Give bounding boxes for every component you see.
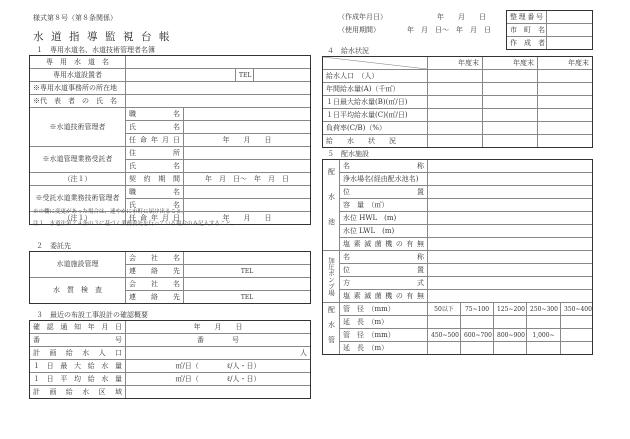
tech-manager-title-field[interactable]: [184, 108, 311, 121]
contract-tech-name-field[interactable]: [184, 199, 311, 212]
waterworks-name-field[interactable]: [126, 56, 311, 69]
label-contract-period: 契約期間: [126, 173, 184, 186]
usage-period-value: 年 月 日～ 年 月 日: [407, 26, 491, 34]
pump-location-field[interactable]: [428, 264, 593, 277]
pipe-length-field[interactable]: [561, 316, 593, 329]
section4-table: [322, 56, 593, 148]
planned-population-field[interactable]: 人: [126, 347, 311, 360]
res-lwl-field[interactable]: [428, 225, 593, 238]
label-planned-population: 計画給水人口: [30, 347, 126, 360]
installer-field[interactable]: [126, 69, 236, 82]
pipe-length-field[interactable]: [494, 316, 527, 329]
pipe-col: 350~400: [561, 303, 593, 316]
contractor-note: （注１）: [30, 173, 126, 186]
label-contact: 連 絡 先: [126, 265, 184, 278]
label-water-quality: 水 質 検 査: [30, 278, 126, 304]
pump-name-field[interactable]: [428, 251, 593, 264]
label-tel: TEL: [236, 69, 254, 82]
info-box: [506, 10, 593, 50]
pipe-col: 75~100: [461, 303, 494, 316]
pipe-col: 50以下: [428, 303, 461, 316]
label-service-area: 計画給水区域: [30, 386, 126, 399]
cell[interactable]: [538, 96, 593, 109]
pipe-length-field[interactable]: [428, 316, 461, 329]
label-contract-tech-manager: ※受託水道業務技術管理者: [30, 186, 126, 212]
res-hwl-field[interactable]: [428, 212, 593, 225]
cell[interactable]: [428, 109, 483, 122]
pipe-length-field[interactable]: [461, 342, 494, 355]
cell[interactable]: [483, 83, 538, 96]
label-max-daily: １日最大給水量: [30, 360, 126, 373]
column-fiscal-year-2[interactable]: 年度末: [483, 57, 538, 70]
label-res-chlorinator: 塩素滅菌機の有無: [340, 238, 428, 251]
label-municipality: 市 町 名: [507, 24, 547, 37]
label-author: 作 成 者: [507, 37, 547, 50]
contract-tech-date-field[interactable]: 年 月 日: [184, 212, 311, 225]
label-office-address: ※専用水道事務所の所在地: [30, 82, 126, 95]
author-field[interactable]: [547, 37, 593, 50]
page-title: 水道指導監視台帳: [33, 31, 177, 43]
section4-heading: ４ 給水状況: [327, 47, 369, 55]
note-1: 注１ 水道法第２４条の３に基づく業務委託を行っている場合のみ記入すること。: [33, 221, 237, 227]
label-job-title: 職 名: [126, 108, 184, 121]
res-plant-field[interactable]: [428, 173, 593, 186]
pipe-col: 250~300: [527, 303, 561, 316]
section2-table: [29, 251, 311, 304]
res-capacity-field[interactable]: [428, 199, 593, 212]
section5-table: [322, 159, 593, 355]
tech-manager-date-field[interactable]: 年 月 日: [184, 134, 311, 147]
representative-field[interactable]: [126, 95, 311, 108]
label-res-capacity: 容 量 （㎥）: [340, 199, 428, 212]
res-name-field[interactable]: [428, 160, 593, 173]
pipe-col: 125~200: [494, 303, 527, 316]
section2-heading: ２ 委託先: [36, 242, 71, 250]
contract-tech-title-field[interactable]: [184, 186, 311, 199]
cell[interactable]: [428, 70, 483, 83]
label-supply-population: 給水人口 （人）: [323, 70, 428, 83]
section3-table: [29, 320, 311, 399]
label-confirm-date: 確認通知年月日: [30, 321, 126, 334]
municipality-field[interactable]: [547, 24, 593, 37]
contractor-address-field[interactable]: [184, 147, 311, 160]
label-max-daily-supply: １日最大給水量(B)(㎥/日): [323, 96, 428, 109]
pipe-col: 800~900: [494, 329, 527, 342]
label-appoint-date: 任命年月日: [126, 134, 184, 147]
label-avg-daily: １日平均給水量: [30, 373, 126, 386]
label-pump-name: 名 称: [340, 251, 428, 264]
cell[interactable]: [538, 70, 593, 83]
created-date-label: （作成年月日）: [338, 13, 387, 21]
label-pipe-diameter: 管 径 （mm）: [340, 329, 428, 342]
column-fiscal-year-1[interactable]: 年度末: [428, 57, 483, 70]
label-pipe-length: 延 長 （m）: [340, 316, 428, 329]
column-fiscal-year-3[interactable]: 年度末: [538, 57, 593, 70]
label-contact: 連 絡 先: [126, 291, 184, 304]
usage-period-label: （使用期間）: [338, 26, 380, 34]
pump-method-field[interactable]: [428, 277, 593, 290]
label-load-factor: 負荷率(C/B)（%）: [323, 122, 428, 135]
cell[interactable]: [538, 135, 593, 148]
pipe-col: [561, 329, 593, 342]
quality-contact-field[interactable]: TEL: [184, 291, 311, 304]
cell[interactable]: [428, 83, 483, 96]
quality-company-field[interactable]: [184, 278, 311, 291]
facility-company-field[interactable]: [184, 252, 311, 265]
tech-manager-name-field[interactable]: [184, 121, 311, 134]
cell[interactable]: [483, 96, 538, 109]
label-facility-management: 水道施設管理: [30, 252, 126, 278]
confirm-date-field[interactable]: 年 月 日: [126, 321, 311, 334]
cell[interactable]: [483, 70, 538, 83]
pipe-col: 450~500: [428, 329, 461, 342]
avg-daily-field[interactable]: ㎥/日（ ℓ/人・日）: [126, 373, 311, 386]
label-pipe-diameter: 管 径 （mm）: [340, 303, 428, 316]
diagonal-header-cell: [323, 57, 428, 70]
serial-no-field[interactable]: [547, 11, 593, 24]
label-res-hwl: 水位 HWL (m): [340, 212, 428, 225]
cell[interactable]: [538, 109, 593, 122]
label-name: 氏 名: [126, 160, 184, 173]
label-waterworks-name: 専 用 水 道 名: [30, 56, 126, 69]
note-changes: ※の欄に変更があった場合は、速やかに市町に届け出ること。: [33, 209, 187, 215]
label-appoint-date: 任命年月日: [126, 212, 184, 225]
label-pump-method: 方 式: [340, 277, 428, 290]
cell[interactable]: [428, 122, 483, 135]
group-pump-station: 加圧ポンプ場: [323, 251, 340, 303]
pipe-length-field[interactable]: [461, 316, 494, 329]
group-distribution-pipe: 配水管: [323, 303, 340, 355]
cell[interactable]: [483, 109, 538, 122]
label-representative: ※代 表 者 の 氏 名: [30, 95, 126, 108]
contract-tech-note: （注１）: [30, 212, 126, 225]
cell[interactable]: [483, 122, 538, 135]
form-number: 様式第８号（第８条関係）: [33, 14, 117, 22]
pipe-col: 600~700: [461, 329, 494, 342]
pipe-length-field[interactable]: [527, 342, 561, 355]
facility-contact-field[interactable]: TEL: [184, 265, 311, 278]
pipe-length-field[interactable]: [561, 342, 593, 355]
label-job-title: 職 名: [126, 186, 184, 199]
pipe-length-field[interactable]: [527, 316, 561, 329]
label-res-plant: 浄水場名(経由配水池名): [340, 173, 428, 186]
section1-heading: １ 専用水道名、水道技術管理者名簿: [36, 46, 155, 54]
cell[interactable]: [483, 135, 538, 148]
label-name: 氏 名: [126, 121, 184, 134]
label-avg-daily-supply: １日平均給水量(C)(㎥/日): [323, 109, 428, 122]
office-address-field[interactable]: [126, 82, 311, 95]
cell[interactable]: [538, 83, 593, 96]
label-installer: 専用水道設置者: [30, 69, 126, 82]
label-serial-no: 整理番号: [507, 11, 547, 24]
res-chlorinator-field[interactable]: [428, 238, 593, 251]
label-number: 番 号: [30, 334, 126, 347]
service-area-field[interactable]: [126, 386, 311, 399]
label-tech-manager: ※水道技術管理者: [30, 108, 126, 147]
label-supply-status: 給 水 状 況: [323, 135, 428, 148]
pump-chlorinator-field[interactable]: [428, 290, 593, 303]
max-daily-field[interactable]: ㎥/日（ ℓ/人・日）: [126, 360, 311, 373]
pipe-length-field[interactable]: [428, 342, 461, 355]
contract-period-field[interactable]: 年 月 日～ 年 月 日: [184, 173, 311, 186]
label-contractor: ※水道管理業務受託者: [30, 147, 126, 173]
label-address: 住 所: [126, 147, 184, 160]
label-annual-supply: 年間給水量(A)（千㎥）: [323, 83, 428, 96]
number-field[interactable]: 番 号: [126, 334, 311, 347]
section1-table: [29, 55, 311, 225]
label-company: 会 社 名: [126, 278, 184, 291]
cell[interactable]: [538, 122, 593, 135]
pipe-length-field[interactable]: [494, 342, 527, 355]
label-company: 会 社 名: [126, 252, 184, 265]
label-pump-chlorinator: 塩素滅菌機の有無: [340, 290, 428, 303]
label-res-name: 名 称: [340, 160, 428, 173]
pipe-col: 1,000~: [527, 329, 561, 342]
group-reservoir: 配水池: [323, 160, 340, 251]
installer-tel-field[interactable]: [254, 69, 311, 82]
label-pipe-length: 延 長 （m）: [340, 342, 428, 355]
res-location-field[interactable]: [428, 186, 593, 199]
created-date-value: 年 月 日: [437, 13, 486, 21]
contractor-name-field[interactable]: [184, 160, 311, 173]
cell[interactable]: [428, 96, 483, 109]
label-res-location: 位 置: [340, 186, 428, 199]
label-name: 氏 名: [126, 199, 184, 212]
section5-heading: ５ 配水施設: [327, 150, 369, 158]
label-res-lwl: 水位 LWL (m): [340, 225, 428, 238]
cell[interactable]: [428, 135, 483, 148]
section3-heading: ３ 最近の布設工事設計の確認概要: [36, 311, 148, 319]
label-pump-location: 位 置: [340, 264, 428, 277]
